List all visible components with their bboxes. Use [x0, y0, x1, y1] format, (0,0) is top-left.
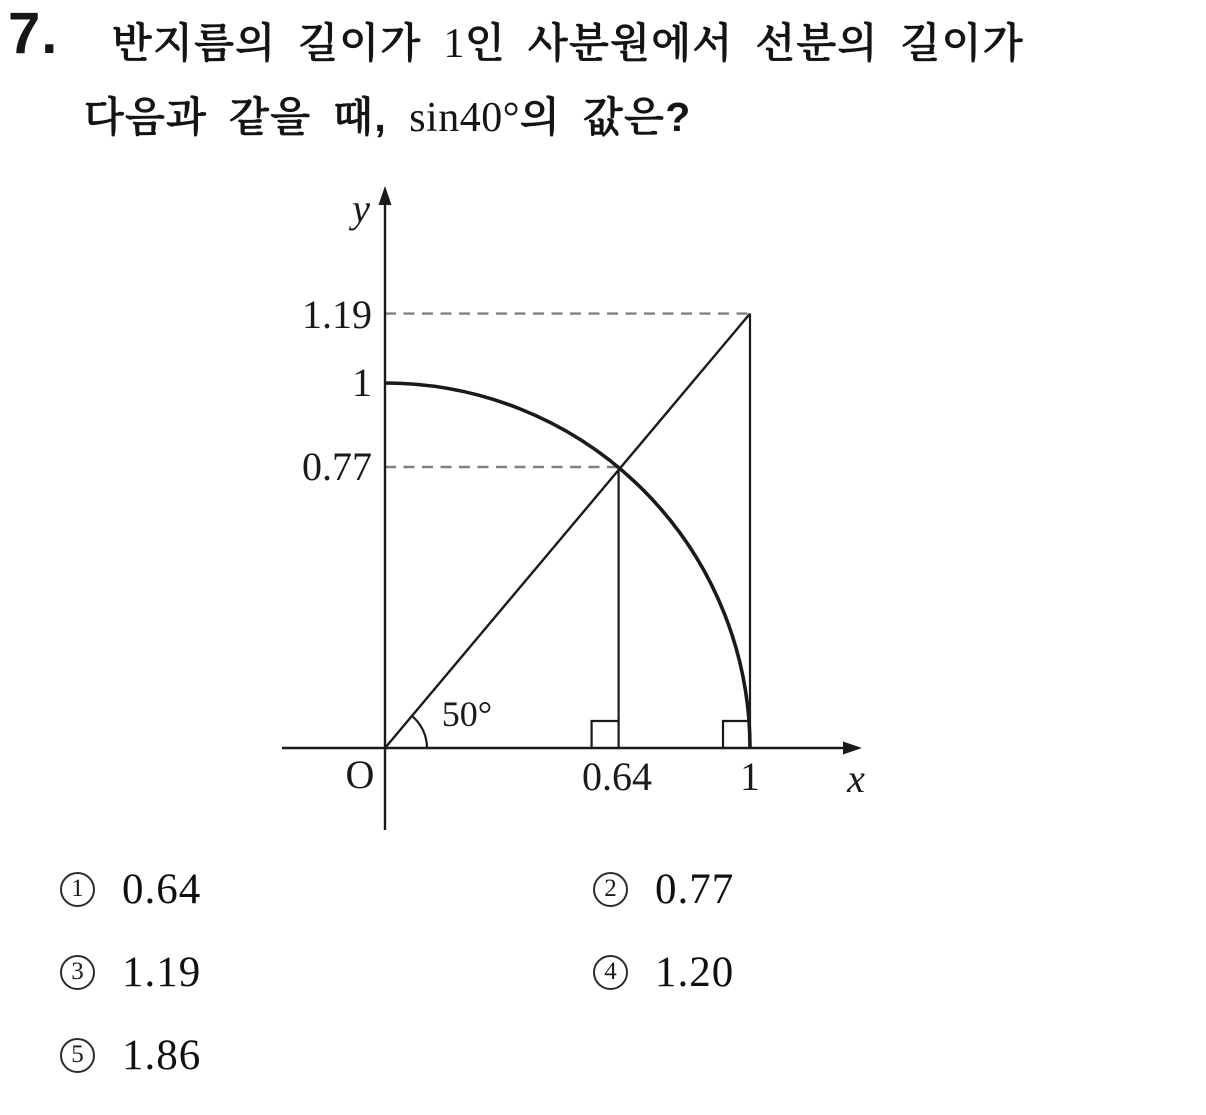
x-tick-label-0-64: 0.64: [582, 754, 652, 799]
choice-1-value: 0.64: [122, 865, 202, 913]
y-tick-label-0-77: 0.77: [302, 444, 372, 489]
answer-choices: [60, 866, 1170, 1115]
choice-5-marker: 5: [60, 1038, 95, 1073]
right-angle-mark-0-64: [592, 721, 619, 748]
x-axis-arrowhead-icon: [843, 742, 862, 755]
x-tick-label-1: 1: [740, 754, 760, 799]
question-line1-post: 인 사분원에서 선분의 길이가: [465, 20, 1024, 66]
choice-3-marker: 3: [60, 955, 95, 990]
choice-4-value: 1.20: [655, 948, 735, 996]
choice-4-marker: 4: [593, 955, 628, 990]
choice-row-1: [60, 866, 1170, 912]
y-axis-label: y: [352, 186, 370, 231]
choice-item-4: [593, 949, 734, 995]
question-text-line2: [84, 84, 692, 143]
right-angle-mark-1: [723, 721, 750, 748]
angle-label-50: 50°: [441, 694, 493, 734]
choice-5-value: 1.86: [122, 1031, 202, 1079]
choice-2-marker: 2: [593, 872, 628, 907]
choice-item-3: [60, 949, 593, 995]
choice-1-marker: 1: [60, 872, 95, 907]
angle-arc: [412, 716, 427, 748]
y-tick-label-1-19: 1.19: [302, 292, 372, 337]
choice-row-3: [60, 1032, 1170, 1078]
angle-ray-line: [385, 314, 750, 748]
choice-3-value: 1.19: [122, 948, 202, 996]
question-line2-math: sin40°: [409, 95, 521, 141]
origin-label: O: [345, 752, 375, 797]
y-tick-label-1: 1: [352, 360, 372, 405]
choice-item-1: [60, 866, 593, 912]
x-axis-label: x: [847, 756, 865, 801]
question-line2-pre: 다음과 같을 때,: [84, 94, 410, 140]
question-text-line1: [112, 10, 1024, 69]
y-axis-arrowhead-icon: [379, 186, 392, 205]
question-line1-number: 1: [443, 21, 466, 67]
question-line1-pre: 반지름의 길이가: [112, 20, 444, 66]
quarter-circle-diagram: [270, 180, 890, 840]
question-number: 7.: [8, 1, 59, 66]
choice-item-2: [593, 866, 734, 912]
choice-row-2: [60, 949, 1170, 995]
question-line2-post: 의 값은?: [520, 94, 692, 140]
quarter-circle-arc: [385, 383, 750, 748]
choice-item-5: [60, 1032, 593, 1078]
choice-2-value: 0.77: [655, 865, 735, 913]
